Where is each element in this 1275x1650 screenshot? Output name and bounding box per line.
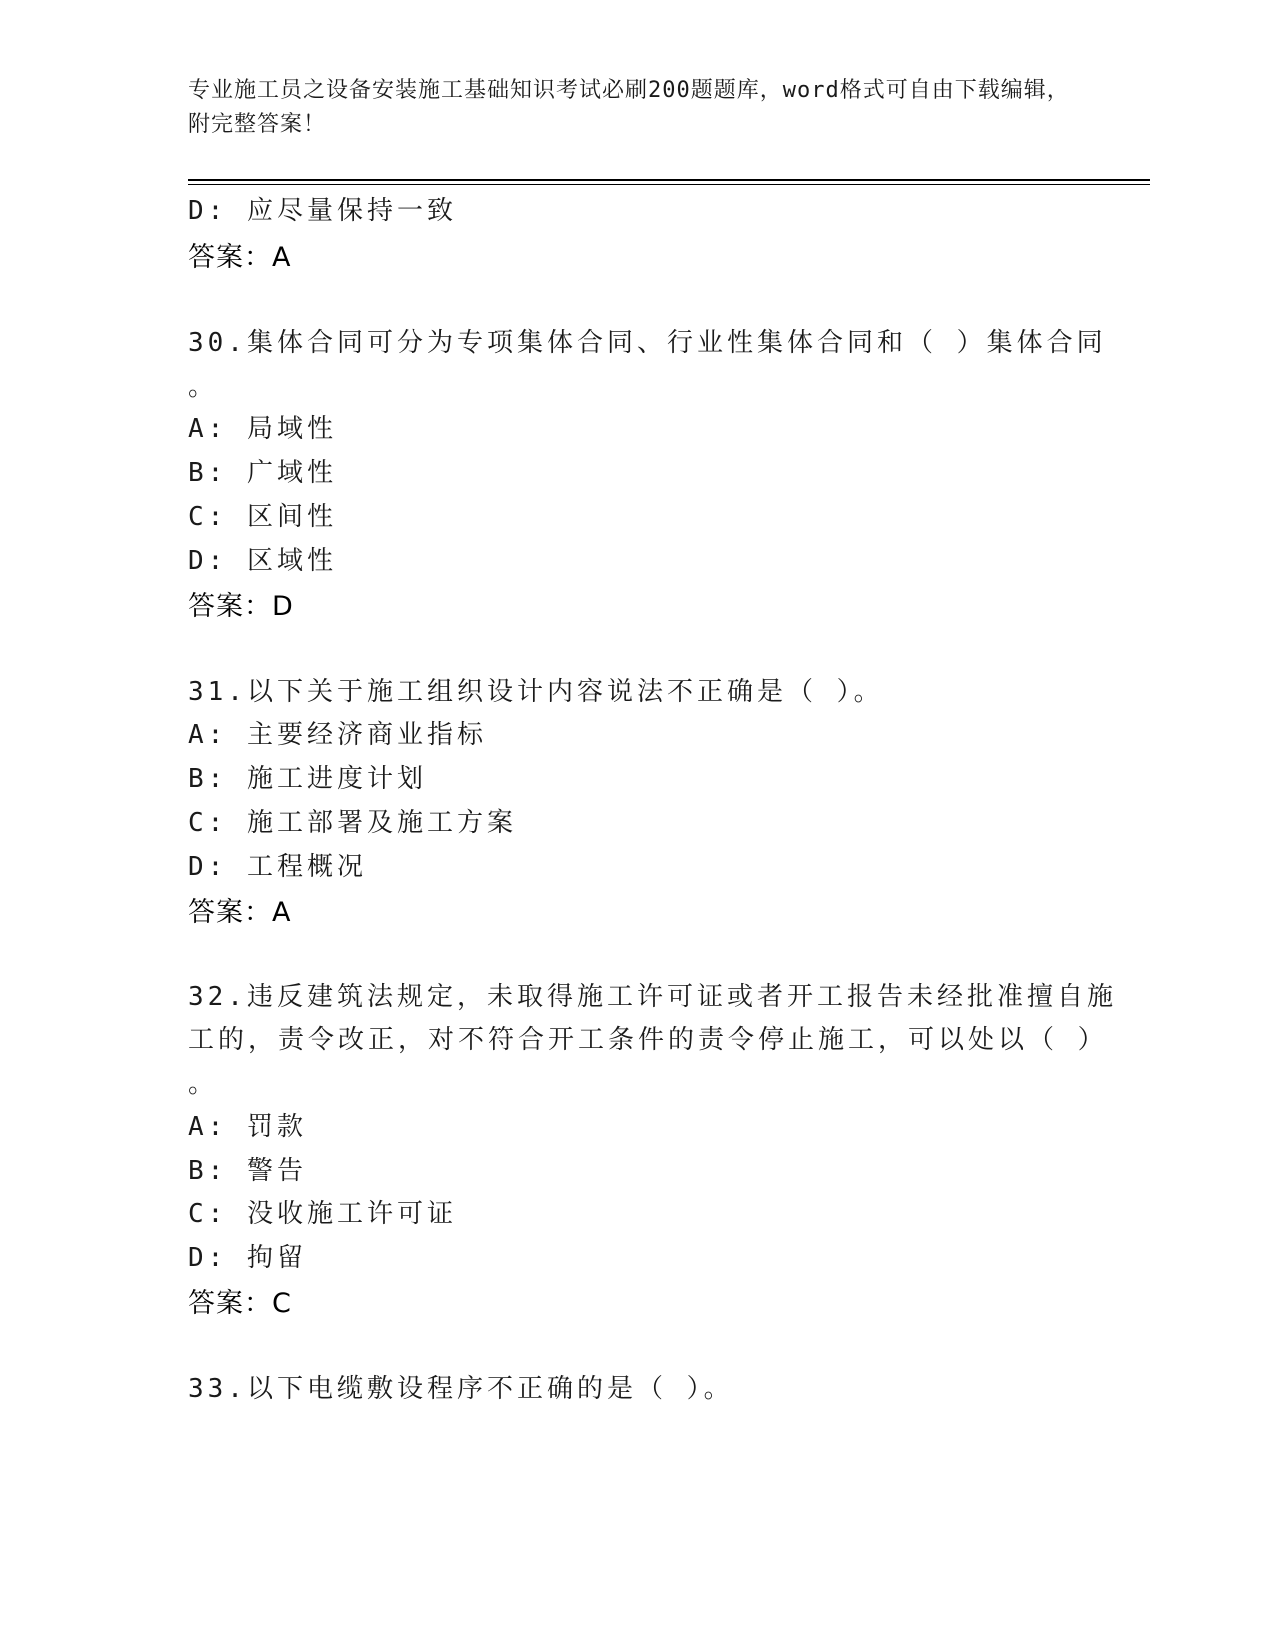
option-a: A: 罚款 <box>188 1112 307 1142</box>
option-a: A: 局域性 <box>188 414 337 444</box>
option-c: C: 区间性 <box>188 502 337 532</box>
question-stem: 31.以下关于施工组织设计内容说法不正确是（ ）。 <box>188 677 884 707</box>
question-stem-continued: 工的，责令改正，对不符合开工条件的责令停止施工，可以处以（ ） <box>188 1025 1108 1055</box>
option-a: A: 主要经济商业指标 <box>188 720 487 750</box>
answer-line: 答案：A <box>188 242 292 273</box>
option-c: C: 没收施工许可证 <box>188 1199 457 1229</box>
answer-line: 答案：C <box>188 1288 292 1319</box>
document-header: 专业施工员之设备安装施工基础知识考试必刷200题题库，word格式可自由下载编辑，附完整答案！ <box>188 78 1070 137</box>
option-b: B: 施工进度计划 <box>188 764 427 794</box>
question-stem-continued: 。 <box>188 1069 219 1099</box>
header-divider-thick <box>188 179 1150 181</box>
answer-line: 答案：D <box>188 591 294 622</box>
option-b: B: 警告 <box>188 1156 307 1186</box>
option-d: D: 应尽量保持一致 <box>188 196 457 226</box>
question-stem: 30.集体合同可分为专项集体合同、行业性集体合同和（ ）集体合同 <box>188 328 1107 358</box>
question-stem: 33.以下电缆敷设程序不正确的是（ ）。 <box>188 1374 734 1404</box>
question-stem-continued: 。 <box>188 372 219 402</box>
option-c: C: 施工部署及施工方案 <box>188 808 517 838</box>
option-d: D: 区域性 <box>188 546 337 576</box>
option-d: D: 拘留 <box>188 1243 307 1273</box>
option-b: B: 广域性 <box>188 458 337 488</box>
question-stem: 32.违反建筑法规定，未取得施工许可证或者开工报告未经批准擅自施 <box>188 982 1117 1012</box>
option-d: D: 工程概况 <box>188 852 367 882</box>
header-divider-thin <box>188 184 1150 185</box>
answer-line: 答案：A <box>188 897 292 928</box>
